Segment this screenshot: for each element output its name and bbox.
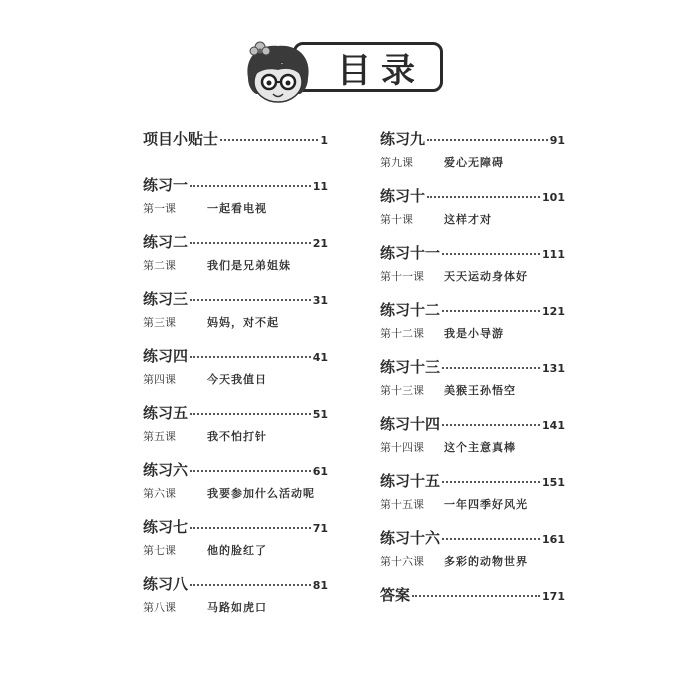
- dot-leader: [412, 594, 540, 597]
- entry-page: 171: [542, 590, 565, 603]
- entry-title: 练习九: [380, 130, 426, 148]
- toc-entry[interactable]: [143, 516, 328, 573]
- entry-title: 练习十: [380, 187, 426, 205]
- toc-entry[interactable]: [143, 128, 328, 174]
- lesson-number: 第八课: [143, 601, 176, 614]
- lesson-title: 一年四季好风光: [444, 498, 528, 511]
- toc-entry[interactable]: [143, 459, 328, 516]
- lesson-number: 第四课: [143, 373, 176, 386]
- toc-entry[interactable]: [143, 402, 328, 459]
- lesson-number: 第十三课: [380, 384, 424, 397]
- entry-page: 81: [312, 579, 328, 592]
- lesson-title: 他的脸红了: [207, 544, 267, 557]
- lesson-number: 第十课: [380, 213, 413, 226]
- lesson-title: 我要参加什么活动呢: [207, 487, 315, 500]
- toc-entry[interactable]: [380, 413, 565, 470]
- toc-entry[interactable]: [380, 299, 565, 356]
- entry-page: 121: [542, 305, 565, 318]
- toc-entry[interactable]: [380, 185, 565, 242]
- dot-leader: [220, 138, 318, 141]
- entry-title: 练习十二: [380, 301, 441, 319]
- toc-entry[interactable]: [380, 584, 565, 614]
- lesson-number: 第六课: [143, 487, 176, 500]
- lesson-number: 第五课: [143, 430, 176, 443]
- dot-leader: [190, 469, 311, 472]
- dot-leader: [442, 252, 540, 255]
- lesson-title: 我们是兄弟姐妹: [207, 259, 291, 272]
- dot-leader: [442, 366, 540, 369]
- lesson-number: 第一课: [143, 202, 176, 215]
- toc-entry[interactable]: [380, 527, 565, 584]
- toc-entry[interactable]: [380, 356, 565, 413]
- toc-entry[interactable]: [143, 573, 328, 630]
- dot-leader: [190, 583, 311, 586]
- dot-leader: [190, 298, 311, 301]
- toc-entry[interactable]: [380, 128, 565, 185]
- lesson-number: 第十四课: [380, 441, 424, 454]
- lesson-number: 第九课: [380, 156, 413, 169]
- entry-title: 练习十六: [380, 529, 441, 547]
- entry-page: 101: [542, 191, 565, 204]
- entry-title: 练习十三: [380, 358, 441, 376]
- dot-leader: [427, 138, 548, 141]
- toc-entry[interactable]: [143, 345, 328, 402]
- entry-title: 答案: [380, 586, 411, 604]
- girl-with-glasses-icon: [238, 38, 318, 108]
- entry-page: 161: [542, 533, 565, 546]
- lesson-title: 一起看电视: [207, 202, 267, 215]
- dot-leader: [442, 537, 540, 540]
- entry-title: 练习五: [143, 404, 189, 422]
- entry-title: 练习七: [143, 518, 189, 536]
- lesson-title: 我不怕打针: [207, 430, 267, 443]
- entry-title: 练习二: [143, 233, 189, 251]
- lesson-title: 今天我值日: [207, 373, 267, 386]
- entry-title: 练习八: [143, 575, 189, 593]
- dot-leader: [190, 526, 311, 529]
- entry-page: 41: [312, 351, 328, 364]
- lesson-number: 第七课: [143, 544, 176, 557]
- entry-page: 141: [542, 419, 565, 432]
- lesson-title: 马路如虎口: [207, 601, 267, 614]
- toc-entry[interactable]: [380, 242, 565, 299]
- lesson-title: 爱心无障碍: [444, 156, 504, 169]
- dot-leader: [190, 412, 311, 415]
- entry-title: 练习十四: [380, 415, 441, 433]
- lesson-number: 第二课: [143, 259, 176, 272]
- lesson-title: 天天运动身体好: [444, 270, 528, 283]
- lesson-number: 第十六课: [380, 555, 424, 568]
- lesson-title: 多彩的动物世界: [444, 555, 528, 568]
- page-title: 目录: [293, 42, 443, 92]
- lesson-number: 第三课: [143, 316, 176, 329]
- toc-entry[interactable]: [143, 174, 328, 231]
- entry-title: 练习四: [143, 347, 189, 365]
- dot-leader: [190, 184, 311, 187]
- entry-page: 11: [312, 180, 328, 193]
- entry-page: 51: [312, 408, 328, 421]
- entry-page: 71: [312, 522, 328, 535]
- entry-title: 练习一: [143, 176, 189, 194]
- entry-title: 项目小贴士: [143, 130, 219, 148]
- lesson-title: 美猴王孙悟空: [444, 384, 516, 397]
- lesson-title: 我是小导游: [444, 327, 504, 340]
- entry-title: 练习十一: [380, 244, 441, 262]
- entry-page: 31: [312, 294, 328, 307]
- entry-page: 61: [312, 465, 328, 478]
- lesson-number: 第十二课: [380, 327, 424, 340]
- entry-title: 练习六: [143, 461, 189, 479]
- dot-leader: [442, 480, 540, 483]
- toc-header: [238, 38, 453, 108]
- lesson-title: 妈妈，对不起: [207, 316, 279, 329]
- lesson-title: 这样才对: [444, 213, 492, 226]
- toc-left-column: [143, 128, 328, 630]
- dot-leader: [427, 195, 540, 198]
- entry-page: 111: [542, 248, 565, 261]
- toc-right-column: [380, 128, 565, 614]
- entry-page: 1: [320, 134, 328, 147]
- entry-title: 练习十五: [380, 472, 441, 490]
- toc-entry[interactable]: [143, 288, 328, 345]
- toc-entry[interactable]: [380, 470, 565, 527]
- entry-title: 练习三: [143, 290, 189, 308]
- entry-page: 21: [312, 237, 328, 250]
- lesson-title: 这个主意真棒: [444, 441, 516, 454]
- dot-leader: [442, 309, 540, 312]
- lesson-number: 第十一课: [380, 270, 424, 283]
- entry-page: 151: [542, 476, 565, 489]
- entry-page: 91: [549, 134, 565, 147]
- entry-page: 131: [542, 362, 565, 375]
- dot-leader: [442, 423, 540, 426]
- dot-leader: [190, 241, 311, 244]
- toc-entry[interactable]: [143, 231, 328, 288]
- lesson-number: 第十五课: [380, 498, 424, 511]
- dot-leader: [190, 355, 311, 358]
